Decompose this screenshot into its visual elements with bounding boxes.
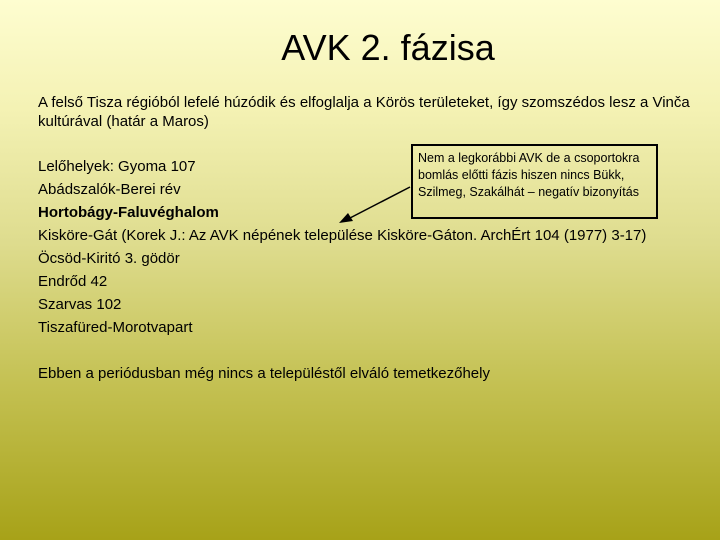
slide-title: AVK 2. fázisa bbox=[281, 27, 495, 68]
callout-box bbox=[411, 144, 658, 219]
callout-text: Nem a legkorábbi AVK de a csoportokra bomlás előtti fázis hiszen nincs Bükk, Szilmeg, Szakálhát – negatív bizonyítás bbox=[418, 151, 640, 199]
cemetery-note: Ebben a periódusban még nincs a településtől elváló temetkezőhely bbox=[38, 365, 490, 382]
site-item: Tiszafüred-Morotvapart bbox=[38, 319, 193, 336]
site-item: Öcsöd-Kiritó 3. gödör bbox=[38, 250, 180, 267]
intro-text: A felső Tisza régióból lefelé húzódik és elfoglalja a Körös területeket, így szomszédos lesz a Vinča kultúrával (határ a Maros) bbox=[38, 94, 690, 130]
site-item-highlighted: Hortobágy-Faluvéghalom bbox=[38, 204, 219, 221]
site-item: Lelőhelyek: Gyoma 107 bbox=[38, 158, 196, 175]
site-item: Szarvas 102 bbox=[38, 296, 122, 313]
site-item: Kisköre-Gát (Korek J.: Az AVK népének települése Kisköre-Gáton. ArchÉrt 104 (1977) 3-17) bbox=[38, 227, 647, 244]
site-item: Endrőd 42 bbox=[38, 273, 108, 290]
site-item: Abádszalók-Berei rév bbox=[38, 181, 181, 198]
